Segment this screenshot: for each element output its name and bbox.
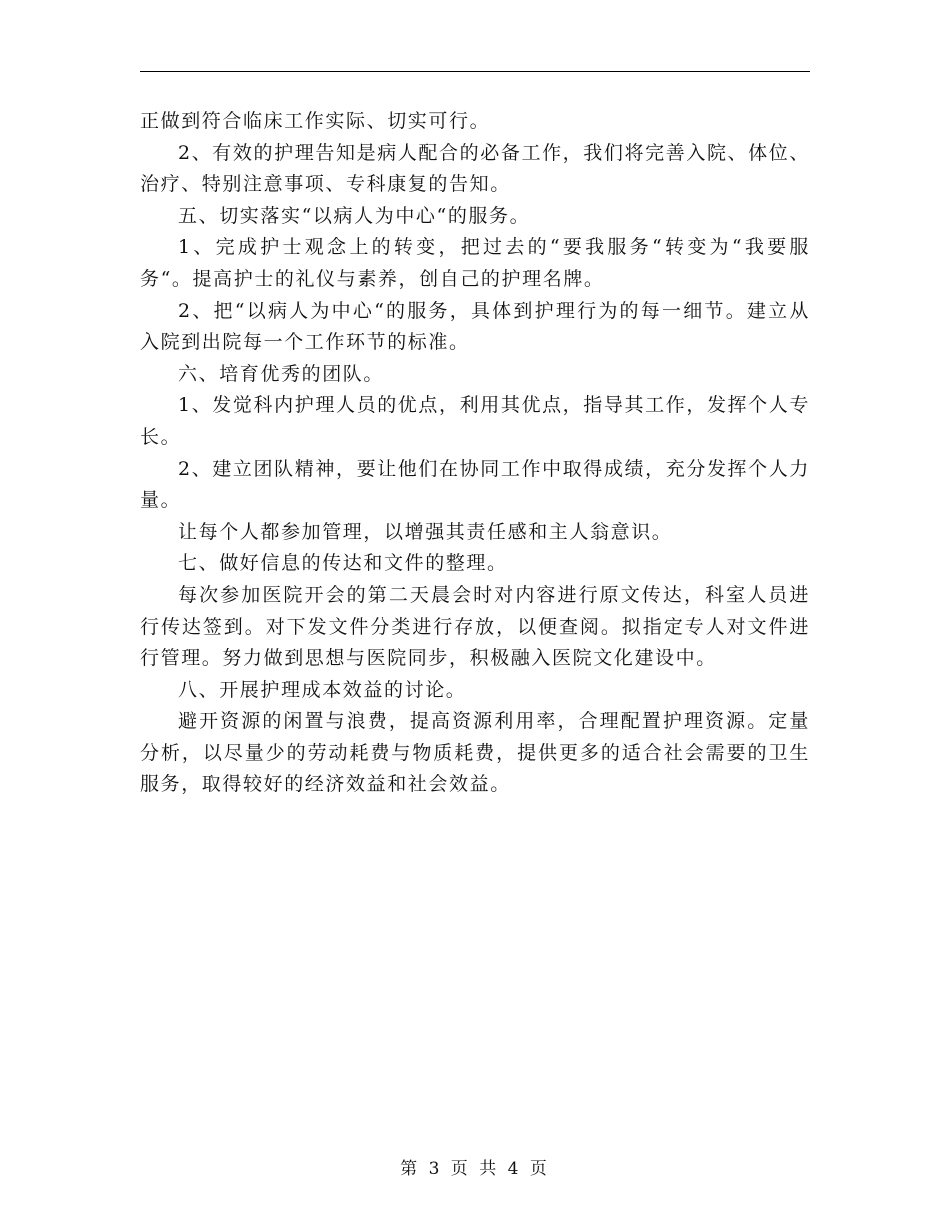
paragraph: 每次参加医院开会的第二天晨会时对内容进行原文传达，科室人员进行传达签到。对下发文件分类进行存放，以便查阅。拟指定专人对文件进行管理。努力做到思想与医院同步，积极融入医院文化建设中。 xyxy=(140,583,810,670)
section-heading: 六、培育优秀的团队。 xyxy=(178,362,385,385)
section-heading: 五、切实落实“以病人为中心“的服务。 xyxy=(178,204,531,227)
paragraph: 2、建立团队精神，要让他们在协同工作中取得成绩，充分发挥个人力量。 xyxy=(140,457,810,512)
page-number: 第 3 页 共 4 页 xyxy=(400,1159,550,1179)
section-heading: 八、开展护理成本效益的讨论。 xyxy=(178,678,467,701)
paragraph: 2、有效的护理告知是病人配合的必备工作，我们将完善入院、体位、治疗、特别注意事项、专科康复的告知。 xyxy=(140,141,810,196)
document-body xyxy=(140,106,810,801)
paragraph: 1、发觉科内护理人员的优点，利用其优点，指导其工作，发挥个人专长。 xyxy=(140,394,810,448)
paragraph: 避开资源的闲置与浪费，提高资源利用率，合理配置护理资源。定量分析，以尽量少的劳动耗费与物质耗费，提供更多的适合社会需要的卫生服务，取得较好的经济效益和社会效益。 xyxy=(140,710,810,796)
paragraph: 1、完成护士观念上的转变，把过去的“要我服务“转变为“我要服务“。提高护士的礼仪与素养，创自己的护理名牌。 xyxy=(140,236,810,290)
paragraph: 让每个人都参加管理，以增强其责任感和主人翁意识。 xyxy=(178,520,673,543)
paragraph: 正做到符合临床工作实际、切实可行。 xyxy=(140,110,491,132)
header-rule xyxy=(140,71,810,72)
section-heading: 七、做好信息的传达和文件的整理。 xyxy=(178,552,508,575)
paragraph: 2、把“以病人为中心“的服务，具体到护理行为的每一细节。建立从入院到出院每一个工作环节的标准。 xyxy=(140,299,810,354)
